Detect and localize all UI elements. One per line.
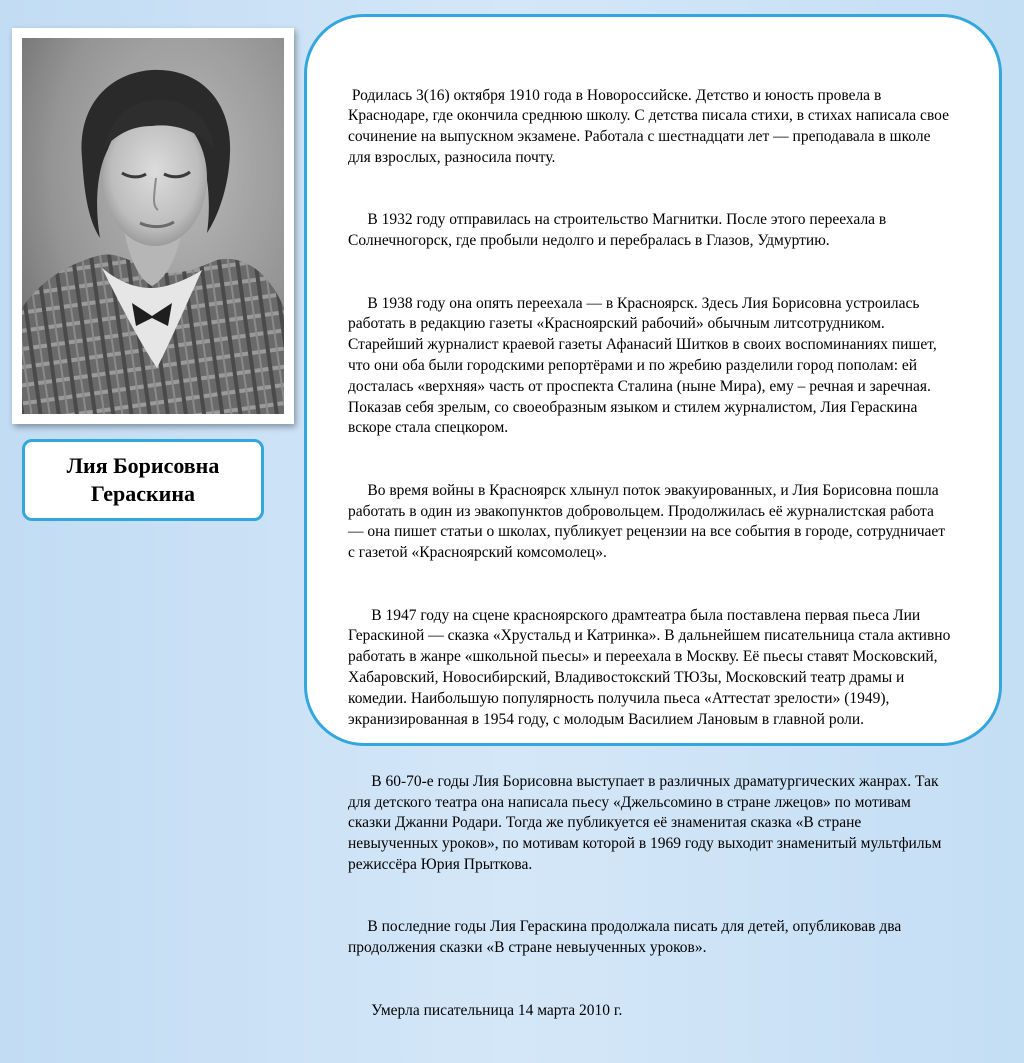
author-name-line2: Гераскина: [90, 481, 196, 506]
bio-paragraph-6: В 60-70-е годы Лия Борисовна выступает в различных драматургических жанрах. Так для детского театра она написала пьесу «Джельсомино в стране лжецов» по мотивам сказки Джанни Родари. Тогда же публикуется её знаменитая сказка «В стране невыученных уроков», по мотивам которой в 1969 году выходит знаменитый мультфильм режиссёра Юрия Прыткова.: [348, 772, 946, 874]
portrait-illustration: [22, 38, 284, 414]
author-name-line1: Лия Борисовна: [66, 453, 220, 478]
bio-paragraph-5: В 1947 году на сцене красноярского драмтеатра была поставлена первая пьеса Лии Гераскиной — сказка «Хрустальд и Катринка». В дальнейшем писательница стала активно работать в жанре «школьной пьесы» и переехала в Москву. Её пьесы ставят Московский, Хабаровский, Новосибирский, Владивостокский ТЮЗы, Московский театр драмы и комедии. Наибольшую популярность получила пьеса «Аттестат зрелости» (1949), экранизированная в 1954 году, с молодым Василием Лановым в главной роли.: [348, 606, 955, 728]
portrait-photo-icon: [22, 38, 284, 414]
biography-panel: [304, 14, 1002, 1019]
author-name: [67, 452, 220, 508]
bio-paragraph-2: В 1932 году отправилась на строительство Магнитки. После этого переехала в Солнечногорск, где пробыли недолго и перебралась в Глазов, Удмуртию.: [348, 211, 891, 250]
biography-text: [348, 44, 953, 1063]
author-name-box: [22, 439, 264, 521]
bio-paragraph-1: Родилась 3(16) октября 1910 года в Новороссийске. Детство и юность провела в Краснодаре, где окончила среднюю школу. С детства писала стихи, в стихах написала свое сочинение на выпускном экзамене. Работала с шестнадцати лет — преподавала в школе для взрослых, разносила почту.: [348, 86, 953, 166]
bio-paragraph-8: Умерла писательница 14 марта 2010 г.: [348, 1001, 623, 1019]
bio-paragraph-7: В последние годы Лия Гераскина продолжала писать для детей, опубликовав два продолжения сказки «В стране невыученных уроков».: [348, 918, 906, 957]
portrait-frame: [12, 28, 294, 424]
bio-paragraph-3: В 1938 году она опять переехала — в Красноярск. Здесь Лия Борисовна устроилась работать в редакцию газеты «Красноярский рабочий» обычным литсотрудником. Старейший журналист краевой газеты Афанасий Шитков в своих воспоминаниях пишет, что они оба были городскими репортёрами и по жребию разделили город пополам: ей досталась «верхняя» часть от проспекта Сталина (ныне Мира), ему – речная и заречная. Показав себя зрелым, со своеобразным языком и стилем журналистом, Лия Гераскина вскоре стала спецкором.: [348, 294, 941, 437]
bio-paragraph-4: Во время войны в Красноярск хлынул поток эвакуированных, и Лия Борисовна пошла работать в один из эвакопунктов добровольцем. Продолжилась её журналистская работа — она пишет статьи о школах, публикует рецензии на все события в городе, сотрудничает с газетой «Красноярский комсомолец».: [348, 481, 949, 562]
